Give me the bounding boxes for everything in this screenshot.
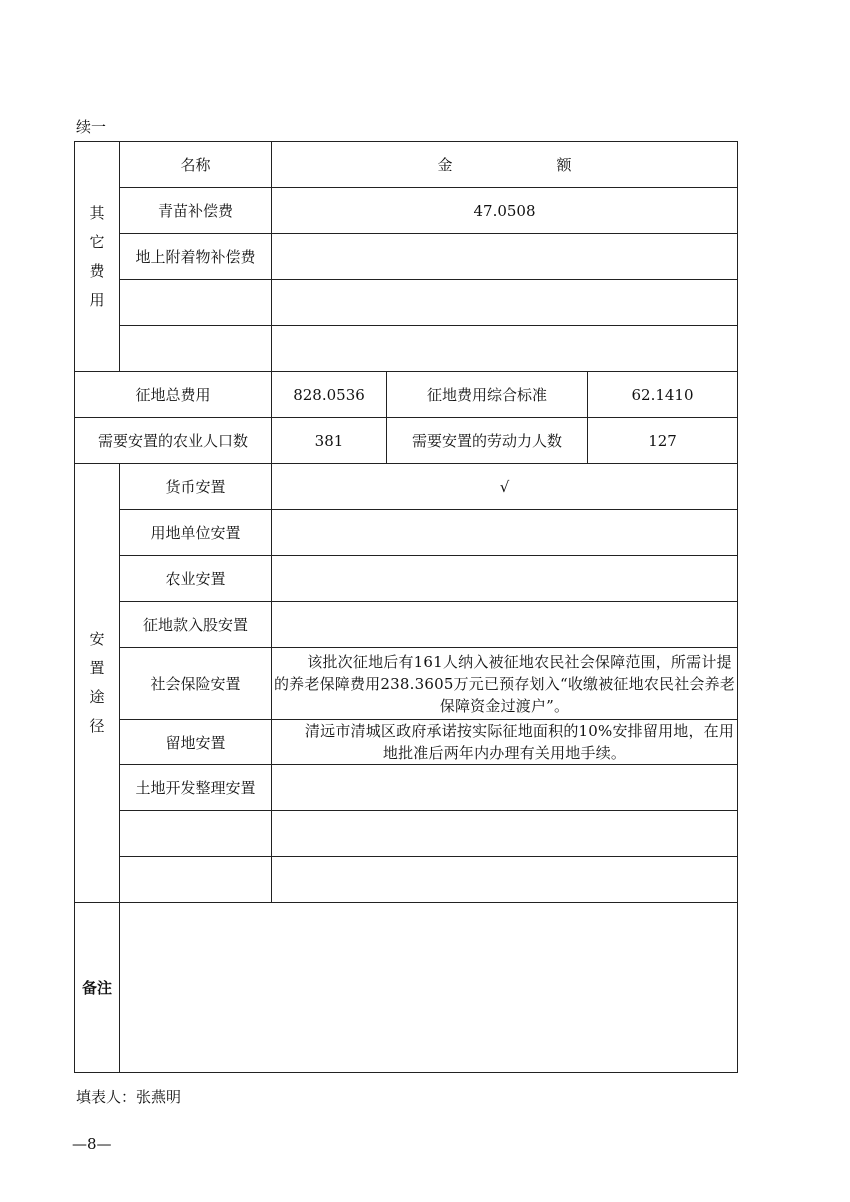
labor-label: 需要安置的劳动力人数 (387, 418, 588, 464)
header-amount: 金 额 (272, 142, 738, 188)
fee-amount: 47.0508 (272, 188, 738, 234)
resettlement-row (75, 464, 738, 510)
fee-name (120, 280, 272, 326)
resettlement-row (75, 510, 738, 556)
resettlement-row (75, 556, 738, 602)
resettlement-name: 用地单位安置 (120, 510, 272, 556)
resettlement-name (120, 857, 272, 903)
form-filler: 填表人：张燕明 (76, 1088, 182, 1106)
header-name: 名称 (120, 142, 272, 188)
totals-row-fee (75, 372, 738, 418)
resettlement-row (75, 720, 738, 765)
social-insurance-text: 该批次征地后有161人纳入被征地农民社会保障范围，所需计提的养老保障费用238.3605万元已预存划入“收缴被征地农民社会养老保障资金过渡户”。 (273, 652, 736, 715)
resettlement-name: 留地安置 (120, 720, 272, 765)
resettlement-row (75, 765, 738, 811)
agri-pop-label: 需要安置的农业人口数 (75, 418, 272, 464)
total-fee-value: 828.0536 (272, 372, 387, 418)
resettlement-content (272, 556, 738, 602)
remarks-row (75, 903, 738, 1073)
remarks-label: 备注 (75, 903, 120, 1073)
other-fee-row (75, 326, 738, 372)
resettlement-row (75, 602, 738, 648)
resettlement-section-label: 安 置 途 径 (75, 464, 120, 903)
resettlement-check: √ (272, 464, 738, 510)
resettlement-name (120, 811, 272, 857)
resettlement-row (75, 857, 738, 903)
other-fees-section-label: 其 它 费 用 (75, 142, 120, 372)
labor-value: 127 (588, 418, 738, 464)
fee-name (120, 326, 272, 372)
reserved-land-text: 清远市清城区政府承诺按实际征地面积的10%安排留用地，在用地批准后两年内办理有关用地手续。 (304, 722, 735, 762)
total-fee-label: 征地总费用 (75, 372, 272, 418)
resettlement-name: 社会保险安置 (120, 648, 272, 720)
fee-name: 青苗补偿费 (120, 188, 272, 234)
standard-value: 62.1410 (588, 372, 738, 418)
fee-name: 地上附着物补偿费 (120, 234, 272, 280)
page-number: —8— (72, 1135, 112, 1153)
other-fees-header-row (75, 142, 738, 188)
continuation-label: 续一 (76, 118, 107, 136)
other-fee-row (75, 280, 738, 326)
remarks-content (120, 903, 738, 1073)
agri-pop-value: 381 (272, 418, 387, 464)
resettlement-content (272, 602, 738, 648)
resettlement-row (75, 648, 738, 720)
other-fee-row (75, 188, 738, 234)
totals-row-population (75, 418, 738, 464)
fee-amount (272, 280, 738, 326)
resettlement-name: 农业安置 (120, 556, 272, 602)
resettlement-content (272, 857, 738, 903)
resettlement-content (272, 510, 738, 556)
resettlement-content (272, 648, 738, 720)
resettlement-row (75, 811, 738, 857)
resettlement-name: 土地开发整理安置 (120, 765, 272, 811)
resettlement-content (272, 765, 738, 811)
resettlement-name: 货币安置 (120, 464, 272, 510)
land-acquisition-table (74, 141, 738, 1073)
resettlement-content (272, 720, 738, 765)
fee-amount (272, 326, 738, 372)
standard-label: 征地费用综合标准 (387, 372, 588, 418)
fee-amount (272, 234, 738, 280)
resettlement-content (272, 811, 738, 857)
other-fee-row (75, 234, 738, 280)
resettlement-name: 征地款入股安置 (120, 602, 272, 648)
